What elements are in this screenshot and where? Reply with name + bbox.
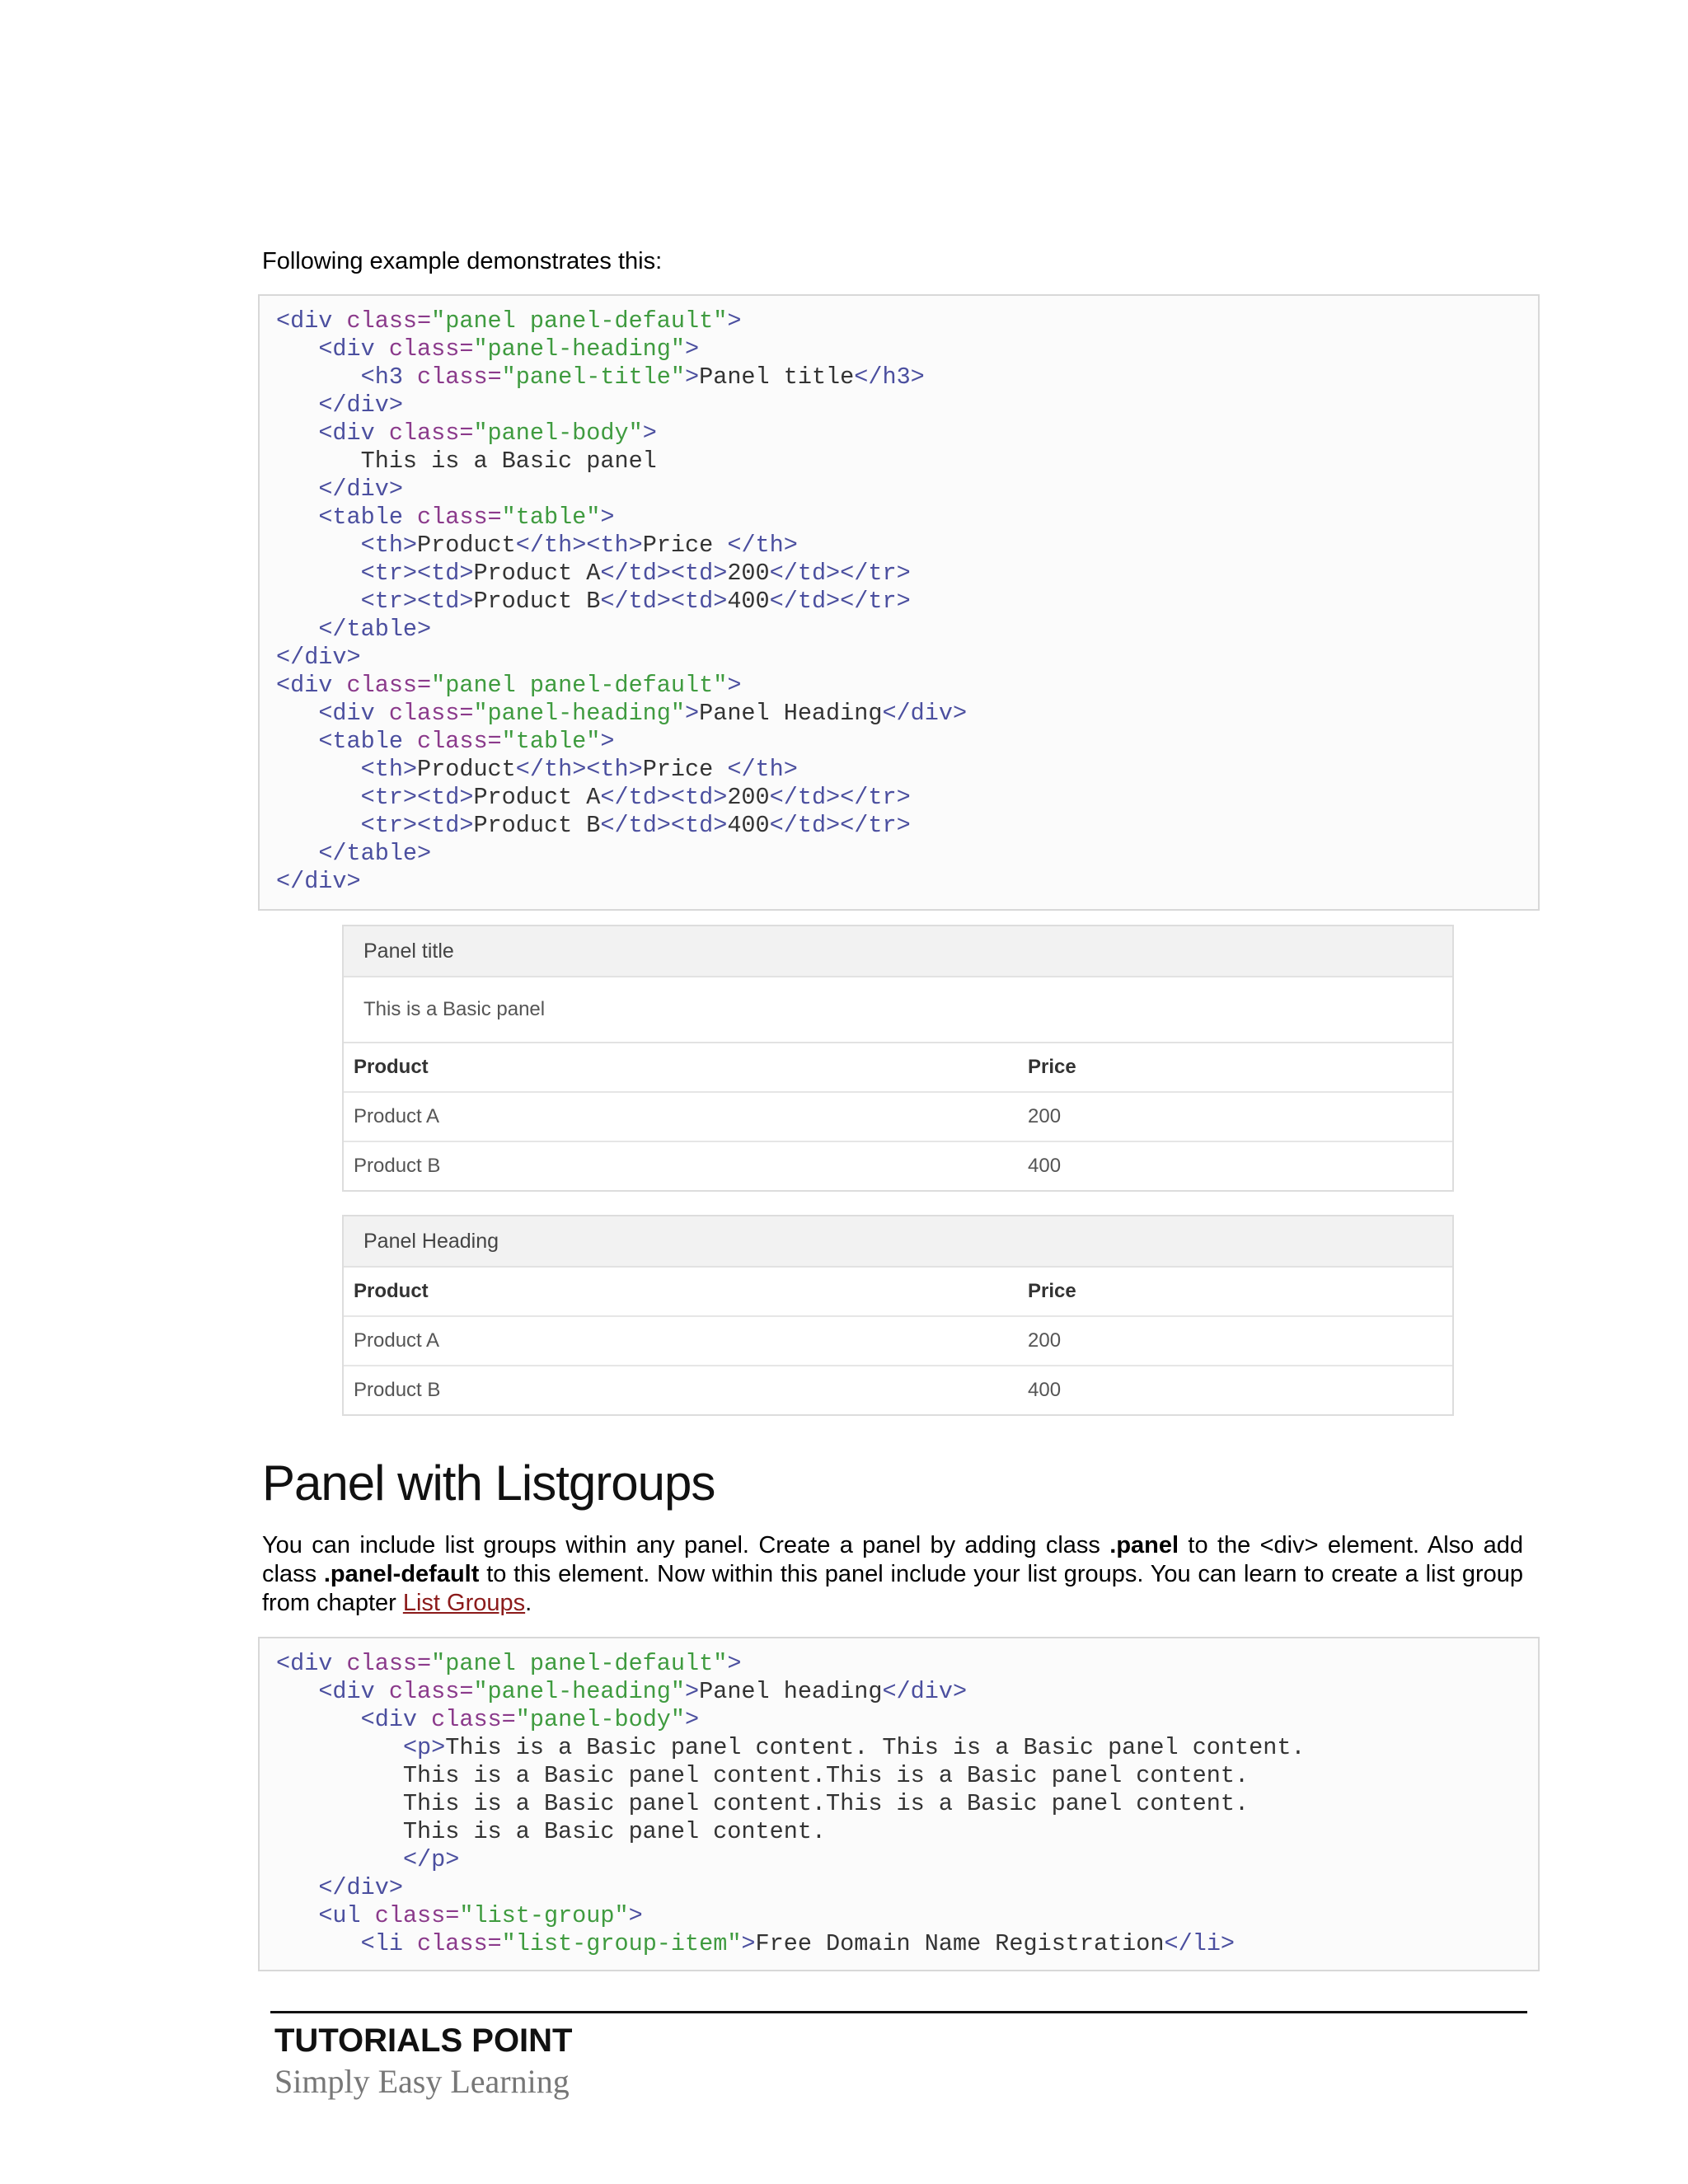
code-line: [276, 1818, 826, 1845]
code-token: Price: [642, 532, 728, 559]
code-token: Product B: [473, 812, 601, 839]
code-line: [276, 476, 403, 503]
code-token: This is a Basic panel content.: [276, 1818, 827, 1845]
code-token: </div>: [318, 476, 403, 503]
code-token: [276, 616, 318, 643]
code-token: 400: [727, 588, 770, 615]
section-heading: Panel with Listgroups: [262, 1455, 715, 1511]
code-token: <tr><td>: [360, 812, 474, 839]
code-line: [276, 1650, 741, 1677]
code-token: </div>: [318, 391, 403, 419]
code-token: This is a Basic panel: [276, 448, 657, 475]
code-line: [276, 1762, 1249, 1789]
code-token: [276, 756, 361, 783]
code-line: [276, 784, 911, 811]
code-token: </div>: [276, 644, 361, 671]
code-token: This is a Basic panel content. This is a Basic panel content.: [445, 1734, 1306, 1761]
section-body: [262, 1531, 1523, 1618]
code-token: >: [685, 700, 700, 727]
code-token: <tr><td>: [360, 560, 474, 587]
code-token: </th>: [727, 756, 798, 783]
code-token: class=: [374, 1902, 460, 1929]
code-token: [276, 812, 361, 839]
code-token: <div: [318, 700, 389, 727]
code-token: Product B: [473, 588, 601, 615]
code-token: [276, 1706, 361, 1733]
code-token: Panel title: [699, 363, 855, 391]
code-token: <li: [360, 1930, 418, 1957]
list-groups-link[interactable]: List Groups: [402, 1590, 526, 1616]
code-line: [276, 616, 431, 643]
code-token: <th>: [360, 756, 418, 783]
code-line: [276, 448, 657, 475]
code-token: "list-group-item": [501, 1930, 742, 1957]
code-token: class=: [417, 363, 502, 391]
code-line: [276, 1678, 967, 1705]
code-token: "panel-heading": [473, 335, 685, 363]
code-token: </th><th>: [515, 532, 643, 559]
code-token: class=: [388, 700, 474, 727]
code-token: </table>: [318, 840, 432, 867]
code-token: </td><td>: [600, 560, 728, 587]
code-token: <p>: [402, 1734, 446, 1761]
code-token: Price: [642, 756, 728, 783]
table-cell: 200: [1028, 1329, 1062, 1352]
code-token: [276, 784, 361, 811]
code-token: >: [727, 672, 742, 699]
code-line: [276, 868, 361, 895]
table-cell: 200: [1028, 1105, 1062, 1127]
code-token: <tr><td>: [360, 588, 474, 615]
code-token: <th>: [360, 532, 418, 559]
code-token: class=: [346, 307, 432, 335]
code-token: Product: [417, 756, 516, 783]
demo-panel-heading: [342, 1215, 1454, 1416]
code-token: [276, 419, 318, 447]
footer-title: TUTORIALS POINT: [274, 2022, 573, 2059]
code-token: </div>: [276, 868, 361, 895]
table-row: [344, 1366, 1452, 1414]
code-token: "panel-title": [501, 363, 686, 391]
code-token: class=: [431, 1706, 516, 1733]
table-row: [344, 1142, 1452, 1190]
code-line: [276, 1930, 1235, 1957]
footer-subtitle: Simply Easy Learning: [274, 2063, 570, 2100]
code-line: [276, 391, 403, 419]
code-token: [276, 728, 318, 755]
intro-text: Following example demonstrates this:: [262, 248, 663, 274]
body-text: .: [525, 1590, 532, 1616]
code-token: "table": [501, 728, 601, 755]
code-token: [276, 1846, 403, 1873]
code-line: [276, 1734, 1306, 1761]
code-token: >: [685, 363, 700, 391]
code-token: 200: [727, 784, 770, 811]
table-header-cell: Product: [354, 1056, 429, 1078]
code-line: [276, 419, 657, 447]
code-line: [276, 588, 911, 615]
code-line: [276, 504, 615, 531]
code-token: <div: [318, 419, 389, 447]
code-line: [276, 756, 798, 783]
footer-divider: [270, 2011, 1527, 2013]
code-line: [276, 1902, 643, 1929]
code-token: Panel Heading: [699, 700, 883, 727]
code-token: class=: [417, 728, 502, 755]
code-token: >: [727, 307, 742, 335]
code-token: </td></tr>: [769, 812, 911, 839]
table-cell: 400: [1028, 1155, 1062, 1177]
body-text: You can include list groups within any panel. Create a panel by adding class: [262, 1532, 1110, 1558]
code-token: [276, 1678, 318, 1705]
code-token: <table: [318, 728, 418, 755]
code-token: class=: [388, 419, 474, 447]
panel-body: This is a Basic panel: [344, 977, 1452, 1043]
code-line: [276, 1874, 403, 1901]
code-line: [276, 1706, 699, 1733]
code-token: </td><td>: [600, 812, 728, 839]
code-line: [276, 812, 911, 839]
code-token: [276, 588, 361, 615]
code-listing: [260, 1638, 1538, 1958]
table-cell: 400: [1028, 1379, 1062, 1401]
code-token: >: [642, 419, 657, 447]
code-block-panel-listgroup: [258, 1637, 1540, 1971]
code-token: </th><th>: [515, 756, 643, 783]
code-token: 400: [727, 812, 770, 839]
code-token: </td></tr>: [769, 784, 911, 811]
code-token: >: [741, 1930, 756, 1957]
code-token: <h3: [360, 363, 418, 391]
code-block-panel-tables: [258, 294, 1540, 911]
code-line: [276, 728, 615, 755]
code-token: Product A: [473, 560, 601, 587]
code-token: </div>: [882, 1678, 968, 1705]
code-token: <div: [276, 672, 347, 699]
code-token: class=: [388, 1678, 474, 1705]
code-token: <div: [276, 307, 347, 335]
code-token: "panel-heading": [473, 1678, 685, 1705]
code-token: <table: [318, 504, 418, 531]
code-token: [276, 560, 361, 587]
code-token: class=: [346, 672, 432, 699]
code-token: <div: [360, 1706, 432, 1733]
code-token: "panel-heading": [473, 700, 685, 727]
table-header-row: [344, 1043, 1452, 1093]
code-token: class=: [346, 1650, 432, 1677]
code-token: [276, 476, 318, 503]
code-token: "table": [501, 504, 601, 531]
code-token: [276, 1930, 361, 1957]
code-token: </h3>: [854, 363, 925, 391]
code-token: "panel panel-default": [431, 672, 728, 699]
code-token: "panel panel-default": [431, 1650, 728, 1677]
code-token: >: [685, 1706, 700, 1733]
code-token: </td><td>: [600, 784, 728, 811]
code-token: >: [600, 504, 615, 531]
code-token: [276, 335, 318, 363]
table-row: [344, 1093, 1452, 1142]
code-token: </div>: [318, 1874, 403, 1901]
code-token: class=: [417, 504, 502, 531]
code-token: >: [685, 1678, 700, 1705]
code-token: >: [600, 728, 615, 755]
table-header-cell: Price: [1028, 1056, 1076, 1078]
code-token: "panel panel-default": [431, 307, 728, 335]
code-token: [276, 1874, 318, 1901]
code-line: [276, 307, 741, 335]
code-token: "list-group": [459, 1902, 629, 1929]
code-token: This is a Basic panel content.This is a Basic panel content.: [276, 1790, 1250, 1817]
code-listing: [260, 296, 1538, 896]
table-header-cell: Price: [1028, 1280, 1076, 1302]
table-header-row: [344, 1268, 1452, 1317]
code-token: <ul: [318, 1902, 375, 1929]
code-token: [276, 1734, 403, 1761]
panel-heading: Panel Heading: [344, 1216, 1452, 1268]
table-cell: Product A: [354, 1105, 440, 1127]
code-line: [276, 560, 911, 587]
panel-title: Panel title: [344, 926, 1452, 977]
code-token: </div>: [882, 700, 968, 727]
code-token: Free Domain Name Registration: [755, 1930, 1165, 1957]
code-token: >: [685, 335, 700, 363]
code-token: Product A: [473, 784, 601, 811]
code-token: [276, 532, 361, 559]
code-token: Panel heading: [699, 1678, 883, 1705]
code-token: <div: [276, 1650, 347, 1677]
code-token: </th>: [727, 532, 798, 559]
code-line: [276, 1846, 459, 1873]
body-text: to this element. Now within this panel include your list groups. You can learn to create a list group from chapter: [262, 1561, 1523, 1616]
table-cell: Product B: [354, 1379, 441, 1401]
code-token: </td><td>: [600, 588, 728, 615]
class-name-panel-default: .panel-default: [323, 1561, 480, 1587]
code-line: [276, 532, 798, 559]
body-text: to the <div> element. Also add class: [262, 1532, 1523, 1587]
code-token: </li>: [1164, 1930, 1236, 1957]
code-token: [276, 391, 318, 419]
code-token: [276, 504, 318, 531]
code-token: This is a Basic panel content.This is a Basic panel content.: [276, 1762, 1250, 1789]
code-line: [276, 363, 925, 391]
code-token: </p>: [402, 1846, 460, 1873]
table-cell: Product A: [354, 1329, 440, 1352]
code-token: </table>: [318, 616, 432, 643]
code-line: [276, 700, 967, 727]
code-line: [276, 1790, 1249, 1817]
code-line: [276, 335, 699, 363]
code-token: <div: [318, 335, 389, 363]
demo-panel-basic: [342, 925, 1454, 1192]
code-token: [276, 1902, 318, 1929]
code-line: [276, 644, 361, 671]
code-line: [276, 672, 741, 699]
table-cell: Product B: [354, 1155, 441, 1177]
code-token: [276, 363, 361, 391]
code-line: [276, 840, 431, 867]
code-token: Product: [417, 532, 516, 559]
code-token: <div: [318, 1678, 389, 1705]
code-token: 200: [727, 560, 770, 587]
code-token: class=: [388, 335, 474, 363]
code-token: class=: [417, 1930, 502, 1957]
code-token: [276, 700, 318, 727]
class-name-panel: .panel: [1109, 1532, 1179, 1558]
code-token: </td></tr>: [769, 588, 911, 615]
code-token: "panel-body": [473, 419, 643, 447]
table-header-cell: Product: [354, 1280, 429, 1302]
code-token: </td></tr>: [769, 560, 911, 587]
code-token: >: [727, 1650, 742, 1677]
code-token: >: [628, 1902, 643, 1929]
code-token: [276, 840, 318, 867]
table-row: [344, 1317, 1452, 1366]
code-token: <tr><td>: [360, 784, 474, 811]
code-token: "panel-body": [515, 1706, 685, 1733]
